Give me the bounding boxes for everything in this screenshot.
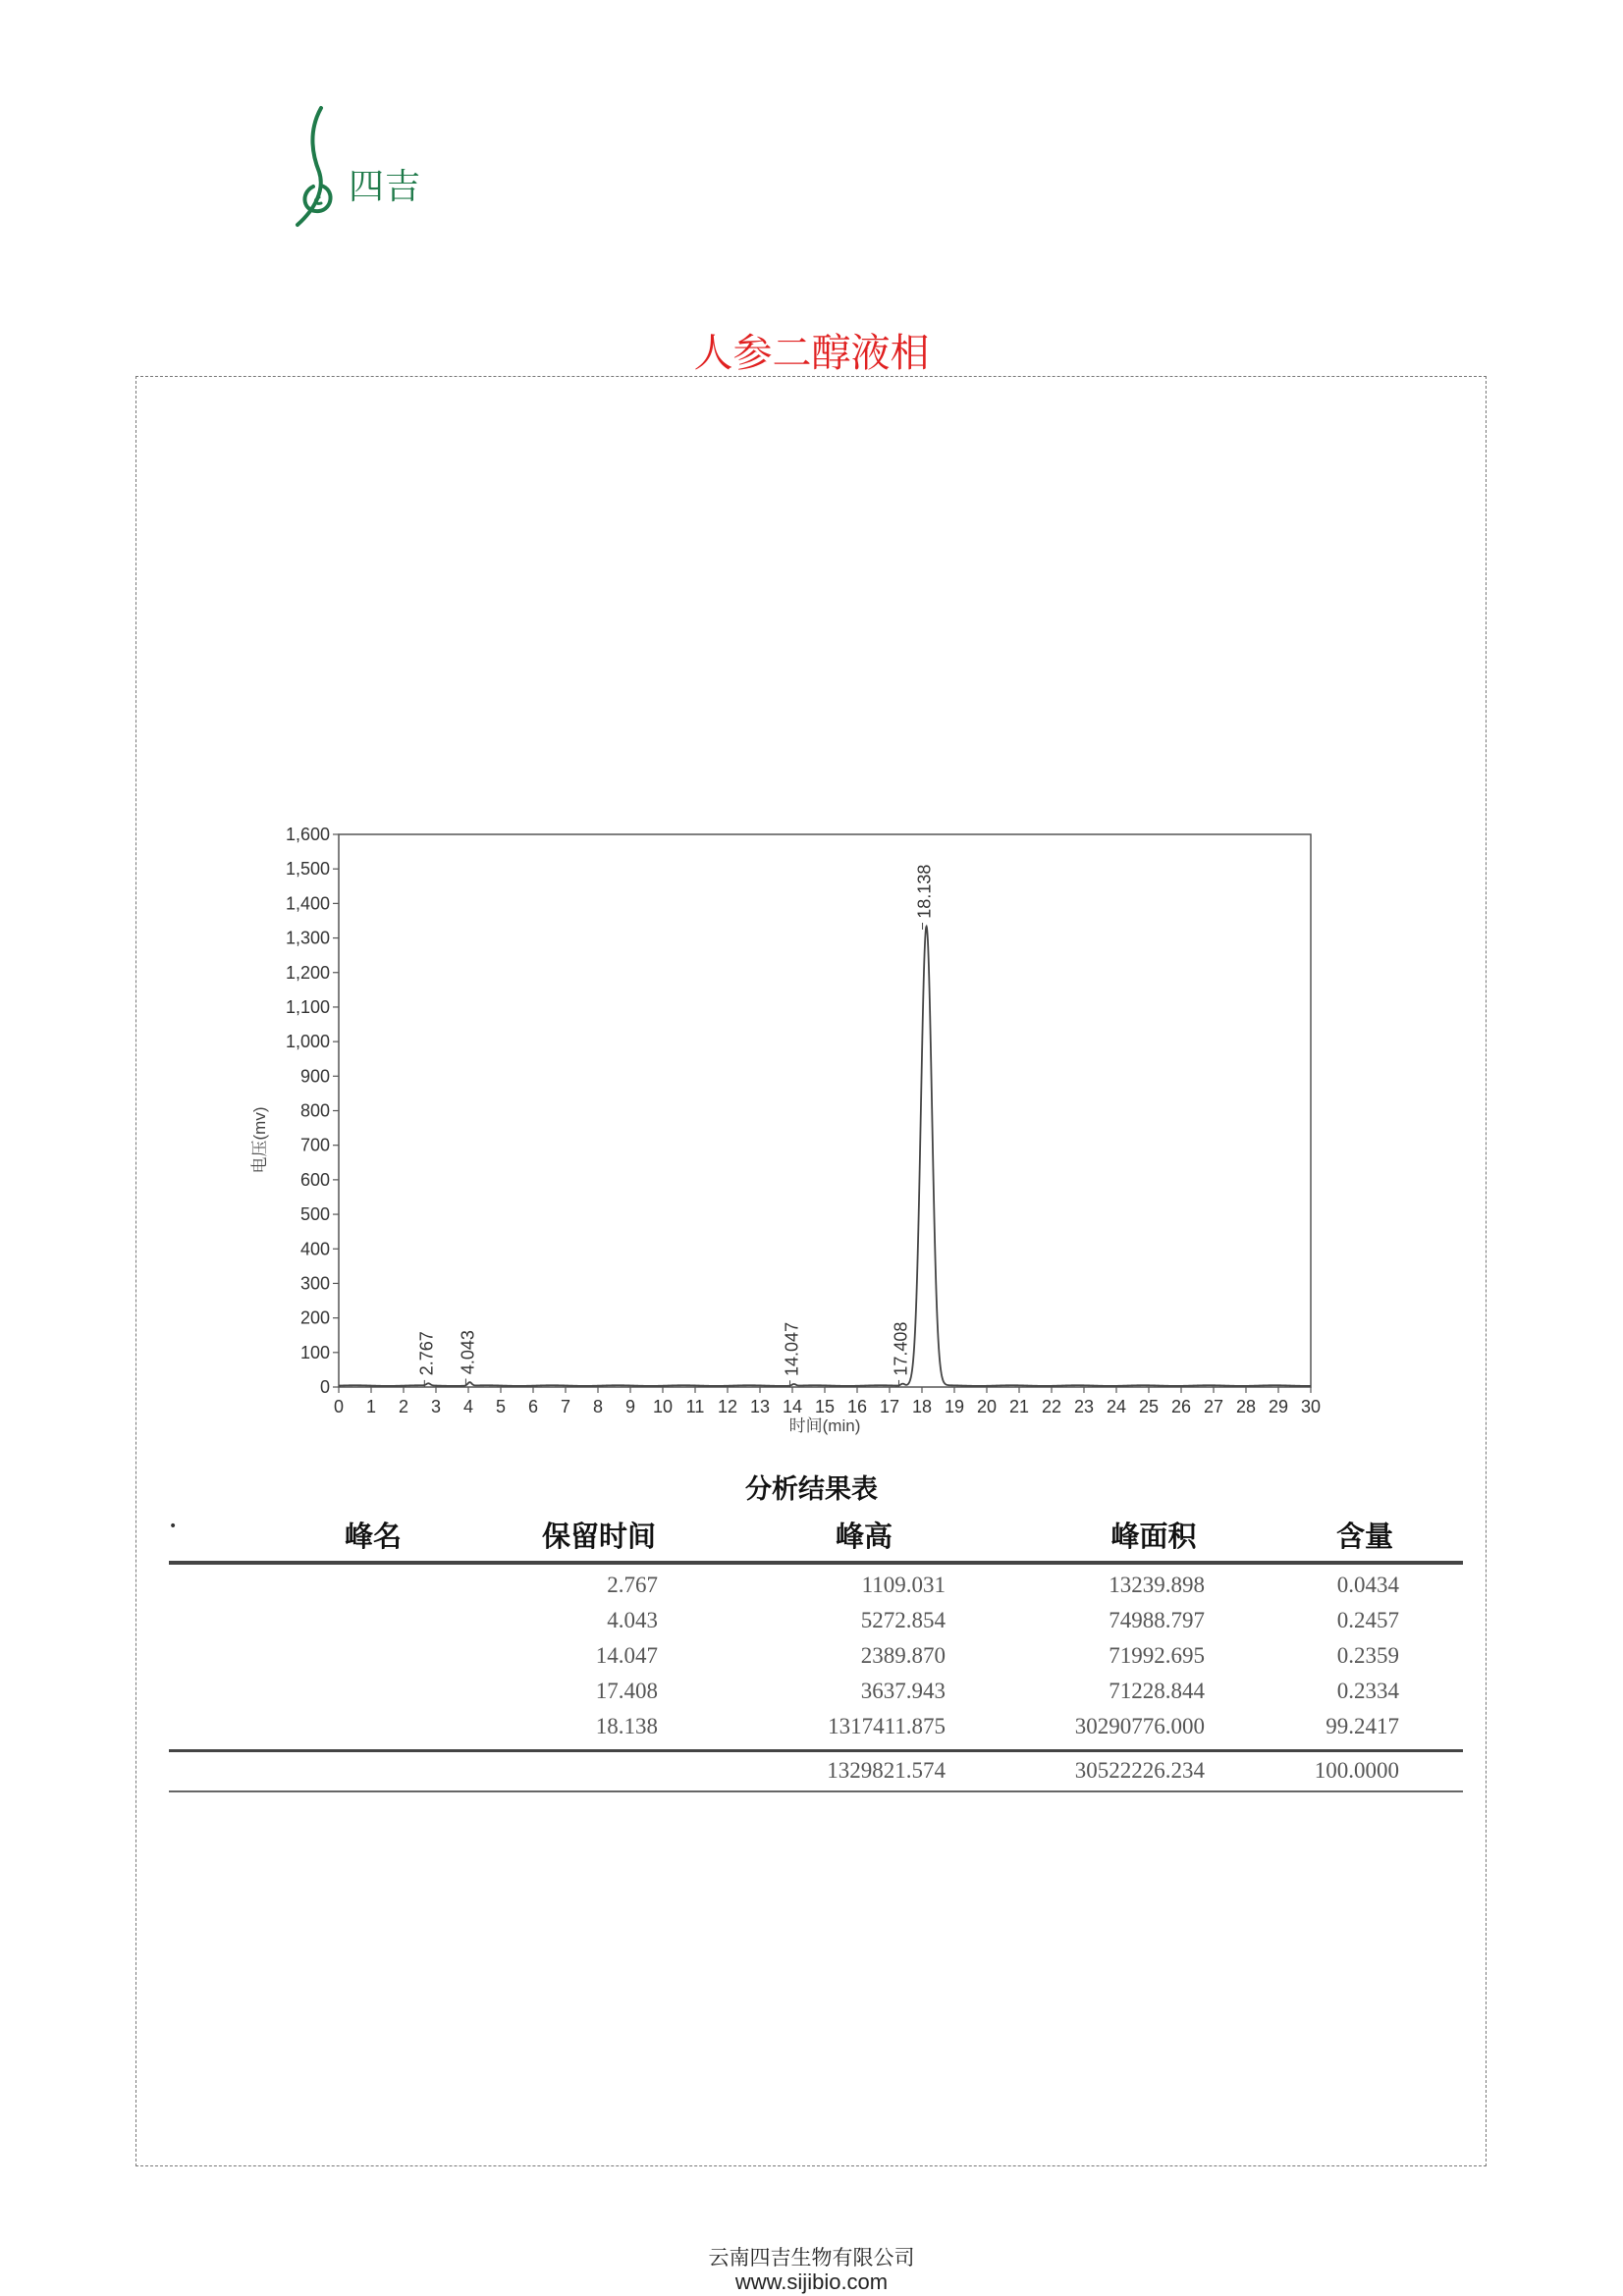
y-tick-label: 1,300	[285, 928, 330, 948]
header-peak-area: 峰面积	[1110, 1520, 1197, 1553]
table-bottom-rule	[169, 1790, 1463, 1792]
y-tick-label: 900	[299, 1066, 330, 1087]
table-cell: 0.2457	[1336, 1608, 1399, 1632]
header-content: 含量	[1335, 1520, 1393, 1553]
table-cell: 0.2359	[1336, 1643, 1399, 1668]
x-tick-label: 4	[462, 1397, 474, 1416]
y-tick-label: 1,200	[285, 962, 330, 983]
table-cell: 2.767	[607, 1573, 658, 1597]
x-tick-label: 24	[1106, 1397, 1127, 1416]
peak-label: 17.408	[891, 1321, 911, 1376]
x-tick-label: 7	[560, 1397, 571, 1416]
table-cell: 0.2334	[1336, 1679, 1399, 1703]
y-tick-label: 1,100	[285, 996, 330, 1017]
table-mid-rule	[169, 1749, 1463, 1752]
x-tick-label: 20	[976, 1397, 998, 1416]
table-cell: 3637.943	[860, 1679, 946, 1703]
footer-company: 云南四吉生物有限公司	[708, 2246, 915, 2269]
header-peak-height: 峰高	[835, 1520, 893, 1553]
x-tick-label: 16	[846, 1397, 868, 1416]
x-tick-label: 27	[1203, 1397, 1224, 1416]
x-tick-label: 14	[782, 1397, 803, 1416]
table-cell: 99.2417	[1325, 1714, 1399, 1738]
table-cell: 17.408	[595, 1679, 658, 1703]
y-tick-label: 400	[299, 1239, 330, 1259]
x-tick-label: 5	[495, 1397, 507, 1416]
table-cell: 2389.870	[860, 1643, 946, 1668]
x-axis-label: 时间(min)	[788, 1416, 861, 1435]
y-tick-label: 100	[299, 1342, 330, 1362]
table-cell: 14.047	[595, 1643, 658, 1668]
table-cell: 1317411.875	[828, 1714, 946, 1738]
table-cell: 1109.031	[861, 1573, 946, 1597]
plot-frame	[339, 834, 1311, 1387]
document-title: 人参二醇液相	[693, 331, 930, 376]
x-tick-label: 21	[1008, 1397, 1030, 1416]
table-title: 分析结果表	[745, 1474, 878, 1505]
table-top-rule	[169, 1561, 1463, 1565]
table-cell: 0.0434	[1336, 1573, 1399, 1597]
peak-label: 4.043	[458, 1330, 478, 1375]
x-tick-label: 13	[749, 1397, 771, 1416]
table-cell: 30290776.000	[1074, 1714, 1205, 1738]
x-tick-label: 23	[1073, 1397, 1095, 1416]
x-tick-label: 12	[717, 1397, 738, 1416]
x-tick-label: 2	[398, 1397, 409, 1416]
logo-text: 四吉	[349, 167, 422, 207]
x-tick-label: 19	[944, 1397, 965, 1416]
x-tick-label: 25	[1138, 1397, 1160, 1416]
table-total-cell: 100.0000	[1314, 1758, 1399, 1783]
x-tick-label: 3	[430, 1397, 442, 1416]
peak-label: 18.138	[914, 864, 935, 919]
x-tick-label: 17	[879, 1397, 900, 1416]
y-tick-label: 600	[299, 1169, 330, 1190]
x-tick-label: 28	[1235, 1397, 1257, 1416]
chromatogram-trace	[339, 927, 1311, 1386]
peak-label: 2.767	[416, 1331, 437, 1376]
y-tick-label: 200	[299, 1308, 330, 1328]
table-cell: 18.138	[595, 1714, 658, 1738]
chromatogram-chart	[245, 820, 1335, 1435]
x-tick-label: 8	[592, 1397, 604, 1416]
x-tick-label: 18	[911, 1397, 933, 1416]
table-cell: 13239.898	[1109, 1573, 1205, 1597]
y-tick-label: 300	[299, 1273, 330, 1294]
x-tick-label: 15	[814, 1397, 836, 1416]
table-cell: 71228.844	[1109, 1679, 1205, 1703]
x-tick-label: 1	[365, 1397, 377, 1416]
y-axis-label: 电压(mv)	[250, 1106, 269, 1174]
y-tick-label: 1,600	[285, 825, 330, 844]
y-tick-label: 500	[299, 1204, 330, 1225]
peak-label: 14.047	[782, 1321, 802, 1376]
table-total-cell: 1329821.574	[827, 1758, 946, 1783]
table-total-cell: 30522226.234	[1074, 1758, 1205, 1783]
x-tick-label: 11	[685, 1397, 705, 1416]
x-tick-label: 9	[624, 1397, 636, 1416]
table-bullet: •	[169, 1519, 178, 1534]
x-tick-label: 0	[333, 1397, 345, 1416]
y-tick-label: 0	[319, 1377, 330, 1397]
y-tick-label: 1,400	[285, 893, 330, 914]
table-cell: 5272.854	[860, 1608, 946, 1632]
x-tick-label: 6	[527, 1397, 539, 1416]
x-tick-label: 10	[652, 1397, 674, 1416]
y-tick-label: 800	[299, 1100, 330, 1121]
x-tick-label: 26	[1170, 1397, 1192, 1416]
x-tick-label: 29	[1268, 1397, 1289, 1416]
y-tick-label: 1,000	[285, 1032, 330, 1052]
x-tick-label: 30	[1300, 1397, 1322, 1416]
table-cell: 74988.797	[1109, 1608, 1205, 1632]
x-tick-label: 22	[1041, 1397, 1062, 1416]
header-retention-time: 保留时间	[541, 1520, 656, 1553]
table-cell: 4.043	[607, 1608, 658, 1632]
y-tick-label: 1,500	[285, 859, 330, 880]
y-tick-label: 700	[299, 1135, 330, 1155]
table-cell: 71992.695	[1109, 1643, 1205, 1668]
header-peak-name: 峰名	[344, 1520, 402, 1553]
footer-website: www.sijibio.com	[734, 2269, 889, 2294]
